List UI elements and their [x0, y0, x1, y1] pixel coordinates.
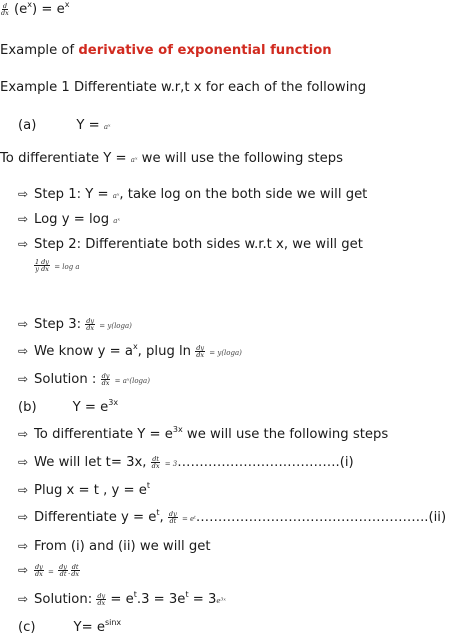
arrow-icon: ⇨ — [18, 455, 29, 469]
step2: ⇨ Step 2: Differentiate both sides w.r.t x, we will get — [18, 237, 363, 252]
chain-rule: ⇨ $\frac{dy}{dx}$ = $\frac{dy}{dt}$ . $\frac{dt}{dx}$ — [18, 562, 80, 578]
plug: ⇨ Plug x = t , $y = e^t$ — [18, 481, 151, 498]
arrow-icon: ⇨ — [18, 212, 29, 226]
heading-highlight: derivative of exponential function — [78, 43, 332, 58]
arrow-icon: ⇨ — [18, 187, 29, 201]
log-line: ⇨ Log y = log aˣ — [18, 212, 120, 227]
solution-b: ⇨ Solution: $\frac{dy}{dx}$ = $e^t.3 = 3e^t$ = 3e³ˣ — [18, 590, 226, 607]
step3: ⇨ Step 3: $\frac{dy}{dx}$ = y(loga) — [18, 316, 132, 332]
arrow-icon: ⇨ — [18, 372, 29, 386]
arrow-icon: ⇨ — [18, 592, 29, 606]
to-differentiate-b: ⇨ To differentiate $Y = e^{3x}$ we will use the following steps — [18, 425, 389, 442]
heading: Example of derivative of exponential function — [0, 43, 332, 58]
step2-math: $\frac{1}{y}$ $\frac{dy}{dx}$ = log a — [35, 257, 80, 273]
arrow-icon: ⇨ — [18, 427, 29, 441]
arrow-icon: ⇨ — [18, 344, 29, 358]
arrow-icon: ⇨ — [18, 563, 29, 577]
step1: ⇨ Step 1: Y = aˣ, take log on the both side we will get — [18, 187, 368, 202]
arrow-icon: ⇨ — [18, 317, 29, 331]
solution-a: ⇨ Solution : $\frac{dy}{dx}$ = aˣ(loga) — [18, 371, 150, 387]
part-c: (c) $Y= e^{sinx}$ — [18, 618, 122, 635]
differentiate-line: ⇨ Differentiate $y = e^t$, $\frac{dy}{dt}$ = eᵗ……………………………………………..(ii) — [18, 508, 447, 525]
from-line: ⇨ From (i) and (ii) we will get — [18, 539, 211, 554]
part-a: (a) Y = aˣ — [18, 118, 111, 133]
top-formula: $\frac{d}{dx}$ $(e^x) = e^x$ — [1, 0, 70, 17]
arrow-icon: ⇨ — [18, 510, 29, 524]
we-know: ⇨ We know $y = a^x$, plug ln $\frac{dy}{dx}$ = y(loga) — [18, 342, 242, 359]
part-b: (b) $Y = e^{3x}$ — [18, 398, 119, 415]
example1-title: Example 1 Differentiate w.r,t x for each of the following — [0, 80, 367, 95]
let-t: ⇨ We will let t= 3x, $\frac{dt}{dx}$ = 3……………………………….(i) — [18, 454, 354, 470]
to-differentiate-a: To differentiate Y = aˣ we will use the following steps — [0, 151, 343, 166]
derivative-operator: $\frac{d}{dx}$ — [1, 1, 9, 17]
arrow-icon: ⇨ — [18, 539, 29, 553]
arrow-icon: ⇨ — [18, 237, 29, 251]
arrow-icon: ⇨ — [18, 483, 29, 497]
